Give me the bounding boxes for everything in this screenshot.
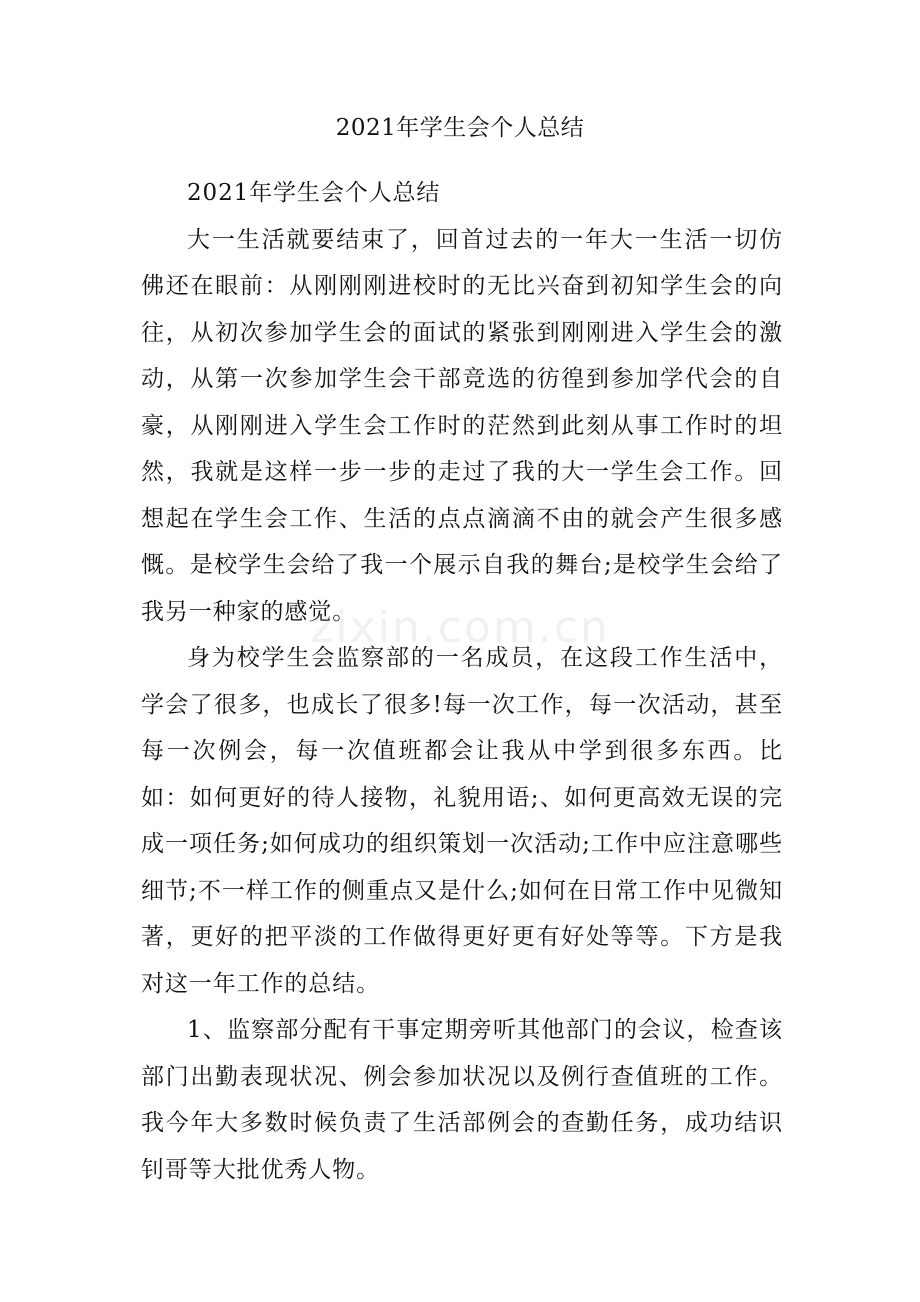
paragraph-intro: 大一生活就要结束了，回首过去的一年大一生活一切仿佛还在眼前：从刚刚刚进校时的无比兴奋到初知学生会的向往，从初次参加学生会的面试的紧张到刚刚进入学生会的激动，从第一次参加学生会干部竞选的彷徨到参加学代会的自豪，从刚刚进入学生会工作时的茫然到此刻从事工作时的坦然，我就是这样一步一步的走过了我的大一学生会工作。回想起在学生会工作、生活的点点滴滴不由的就会产生很多感慨。是校学生会给了我一个展示自我的舞台;是校学生会给了我另一种家的感觉。	[141, 226, 783, 625]
paragraph-item-1: 1、监察部分配有干事定期旁听其他部门的会议，检查该部门出勤表现状况、例会参加状况以及例行查值班的工作。我今年大多数时候负责了生活部例会的查勤任务，成功结识钊哥等大批优秀人物。	[141, 1017, 783, 1183]
paragraph-subtitle: 2021年学生会个人总结	[187, 180, 441, 206]
watermark: zixin.com.cn	[310, 602, 610, 653]
document-body	[141, 170, 783, 1193]
document-title: 2021年学生会个人总结	[335, 115, 585, 141]
paragraph-experience: 身为校学生会监察部的一名成员，在这段工作生活中，学会了很多，也成长了很多!每一次工作，每一次活动，甚至每一次例会，每一次值班都会让我从中学到很多东西。比如：如何更好的待人接物，礼貌用语;、如何更高效无误的完成一项任务;如何成功的组织策划一次活动;工作中应注意哪些细节;不一样工作的侧重点又是什么;如何在日常工作中见微知著，更好的把平淡的工作做得更好更有好处等等。下方是我对这一年工作的总结。	[141, 645, 783, 997]
